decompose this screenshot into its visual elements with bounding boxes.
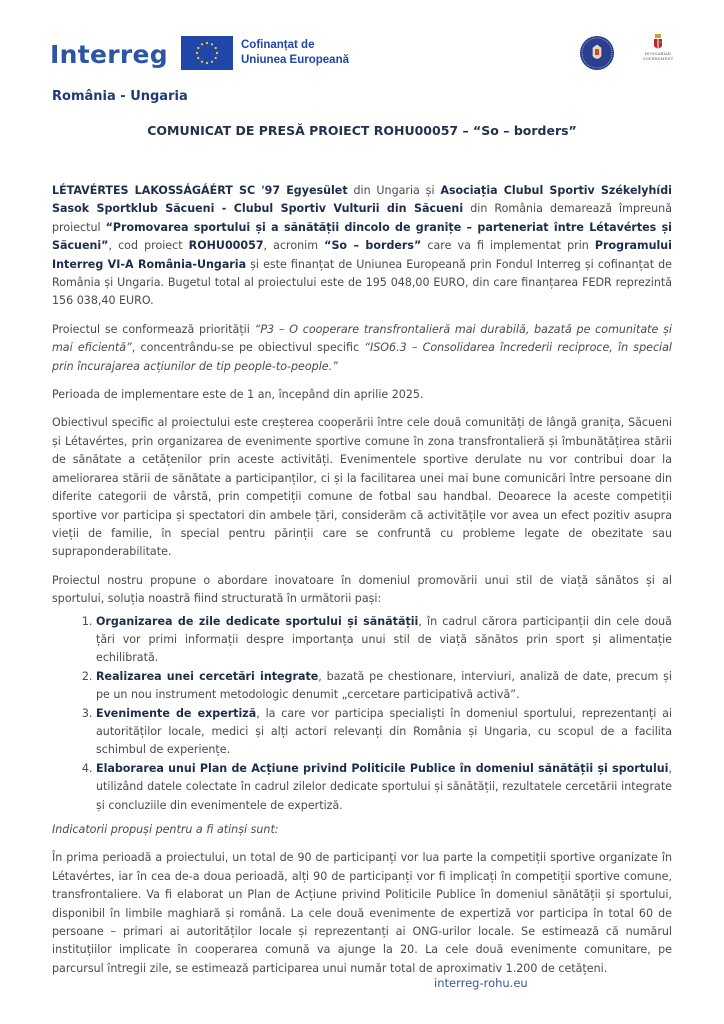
text: din România demarează împreună proiectul	[52, 202, 672, 234]
hungarian-government-line-1: HUNGARIAN	[644, 52, 672, 56]
text: din Ungaria și	[347, 184, 441, 197]
step-text: , bazată pe chestionare, interviuri, analiză de date, precum și pe un nou instrument metodologic denumit „cercetare participativă activă”.	[96, 669, 673, 702]
hungarian-government-emblem	[638, 34, 678, 74]
text: și este finanțat de Uniunea Europeană prin Fondul Interreg și cofinanțat de România și Ungaria. Bugetul total al proiectului este de 195 048,00 EURO, din care finanțarea FEDR reprezintă 156 038,40 EURO.	[52, 257, 672, 308]
eu-flag-icon	[181, 36, 233, 70]
step-text: , utilizând datele colectate în cadrul zilelor dedicate sportului și sănătății, rezultatele cercetării integrate și concluziile din evenimentele de expertiză.	[96, 761, 672, 812]
project-code: ROHU00057	[188, 239, 264, 253]
step-text: , în cadrul cărora participanții din cele două țări vor primi informații despre importanța unui stil de viață sănătos prin sport și alimentație echilibrată.	[96, 614, 672, 665]
text: care va fi implementat prin	[421, 239, 595, 253]
project-name: “Promovarea sportului și a sănătății dincolo de granițe – parteneriat între Létavértes și Săcueni”	[52, 220, 672, 253]
list-item	[96, 613, 672, 668]
step-title: Evenimente de expertiză	[96, 706, 257, 720]
text: , cod proiect	[108, 239, 189, 253]
romanian-government-emblem-icon	[580, 36, 614, 70]
objective-quote: “ISO6.3 – Consolidarea încrederii reciproce, în special prin încurajarea acțiunilor de tip people-to-people.”	[52, 341, 673, 373]
text: , concentrându-se pe obiectivul specific	[131, 341, 365, 355]
interreg-logo: Interreg	[50, 40, 168, 69]
indicators-paragraph: În prima perioadă a proiectului, un total de 90 de participanți vor lua parte la competiții sportive organizate în Létavértes, iar în cea de-a doua perioadă, alți 90 de participanți vor fi implicați în competiții sportive comune, transfrontaliere. Va fi elaborat un Plan de Acțiune privind Politicile Publice în domeniul sănătății și sportului, disponibil în limbile maghiară și română. La cele două evenimente de expertiză vor participa în total 60 de persoane – primari ai autorităților locale și reprezentanți ai ONG-urilor locale. Se estimează că numărul instituțiilor implicate în cooperarea comună va ajunge la 20. La cele două evenimente comunitare, pe parcursul întregii zile, se estimează participarea unui număr total de aproximativ 1.200 de cetățeni.	[52, 851, 672, 975]
region-label: România - Ungaria	[52, 89, 188, 104]
hungarian-government-line-2: GOVERNMENT	[642, 56, 674, 61]
cofinancing-line-1: Cofinanțat de	[241, 39, 315, 51]
cofinancing-label	[241, 38, 349, 68]
priority-quote: “P3 – O cooperare transfrontalieră mai durabilă, bazată pe comunitate și mai eficientă”	[52, 322, 672, 355]
text: , acronim	[263, 239, 325, 253]
cofinancing-line-2: Uniunea Europeană	[241, 54, 349, 66]
page-header	[0, 0, 724, 110]
step-title: Elaborarea unui Plan de Acțiune privind Politicile Publice în domeniul sănătății și sportului	[96, 761, 669, 775]
list-item	[96, 705, 672, 760]
website-link[interactable]: interreg-rohu.eu	[434, 976, 528, 990]
list-item	[96, 668, 672, 705]
partner-hu: LÉTAVÉRTES LAKOSSÁGÁÉRT SC '97 Egyesület	[52, 184, 348, 197]
hungarian-crest-icon	[653, 34, 663, 52]
objective-paragraph: Obiectivul specific al proiectului este creșterea cooperării între cele două comunități de lângă granița, Săcueni și Létavértes, prin organizarea de evenimente sportive comune în zona transfrontalieră și îmbunătățirea stării de sănătate a cetățenilor prin aceste activități. Evenimentele sportive derulate nu vor contribui doar la ameliorarea stării de sănătate a participanților, ci și la facilitarea unei mai bune comunicări între persoane din diferite categorii de vârstă, prin competiții comune de fotbal sau handbal. Deoarece la aceste competiții sportive vor participa și spectatori din ambele țări, considerăm că activitățile vor avea un efect pozitiv asupra vieții de familie, în special pentru părinții care se confruntă cu probleme legate de obezitate sau supraponderabilitate.	[52, 416, 672, 559]
press-release-body	[52, 182, 672, 988]
approach-paragraph: Proiectul nostru propune o abordare inovatoare în domeniul promovării unui stil de viață sănătos și al sportului, soluția noastră fiind structurată în următorii pași:	[52, 573, 672, 606]
programme-name: Programului Interreg VI-A România-Ungaria	[52, 239, 672, 271]
step-title: Realizarea unei cercetări integrate	[96, 669, 319, 683]
step-title: Organizarea de zile dedicate sportului și sănătății	[96, 614, 419, 628]
indicators-heading: Indicatorii propuși pentru a fi atinși sunt:	[52, 823, 279, 836]
page-title: COMUNICAT DE PRESĂ PROIECT ROHU00057 – “So – borders”	[147, 123, 577, 138]
project-acronym: “So – borders”	[324, 239, 422, 253]
step-text: , la care vor participa specialiști în domeniul sportului, reprezentanți ai autorităților locale, medici și alți actori relevanți din România și Ungaria, cu scopul de a facilita schimbul de experiențe.	[96, 706, 672, 757]
partner-ro: Asociația Clubul Sportiv Székelyhídi Sasok Sportklub Săcueni - Clubul Sportiv Vulturii din Săcueni	[52, 184, 672, 216]
period-paragraph: Perioada de implementare este de 1 an, începând din aprilie 2025.	[52, 388, 424, 402]
steps-list	[52, 613, 672, 815]
text: Proiectul se conformează priorității	[52, 322, 255, 336]
intro-paragraph	[52, 182, 672, 311]
list-item	[96, 760, 672, 815]
priority-paragraph	[52, 321, 672, 376]
